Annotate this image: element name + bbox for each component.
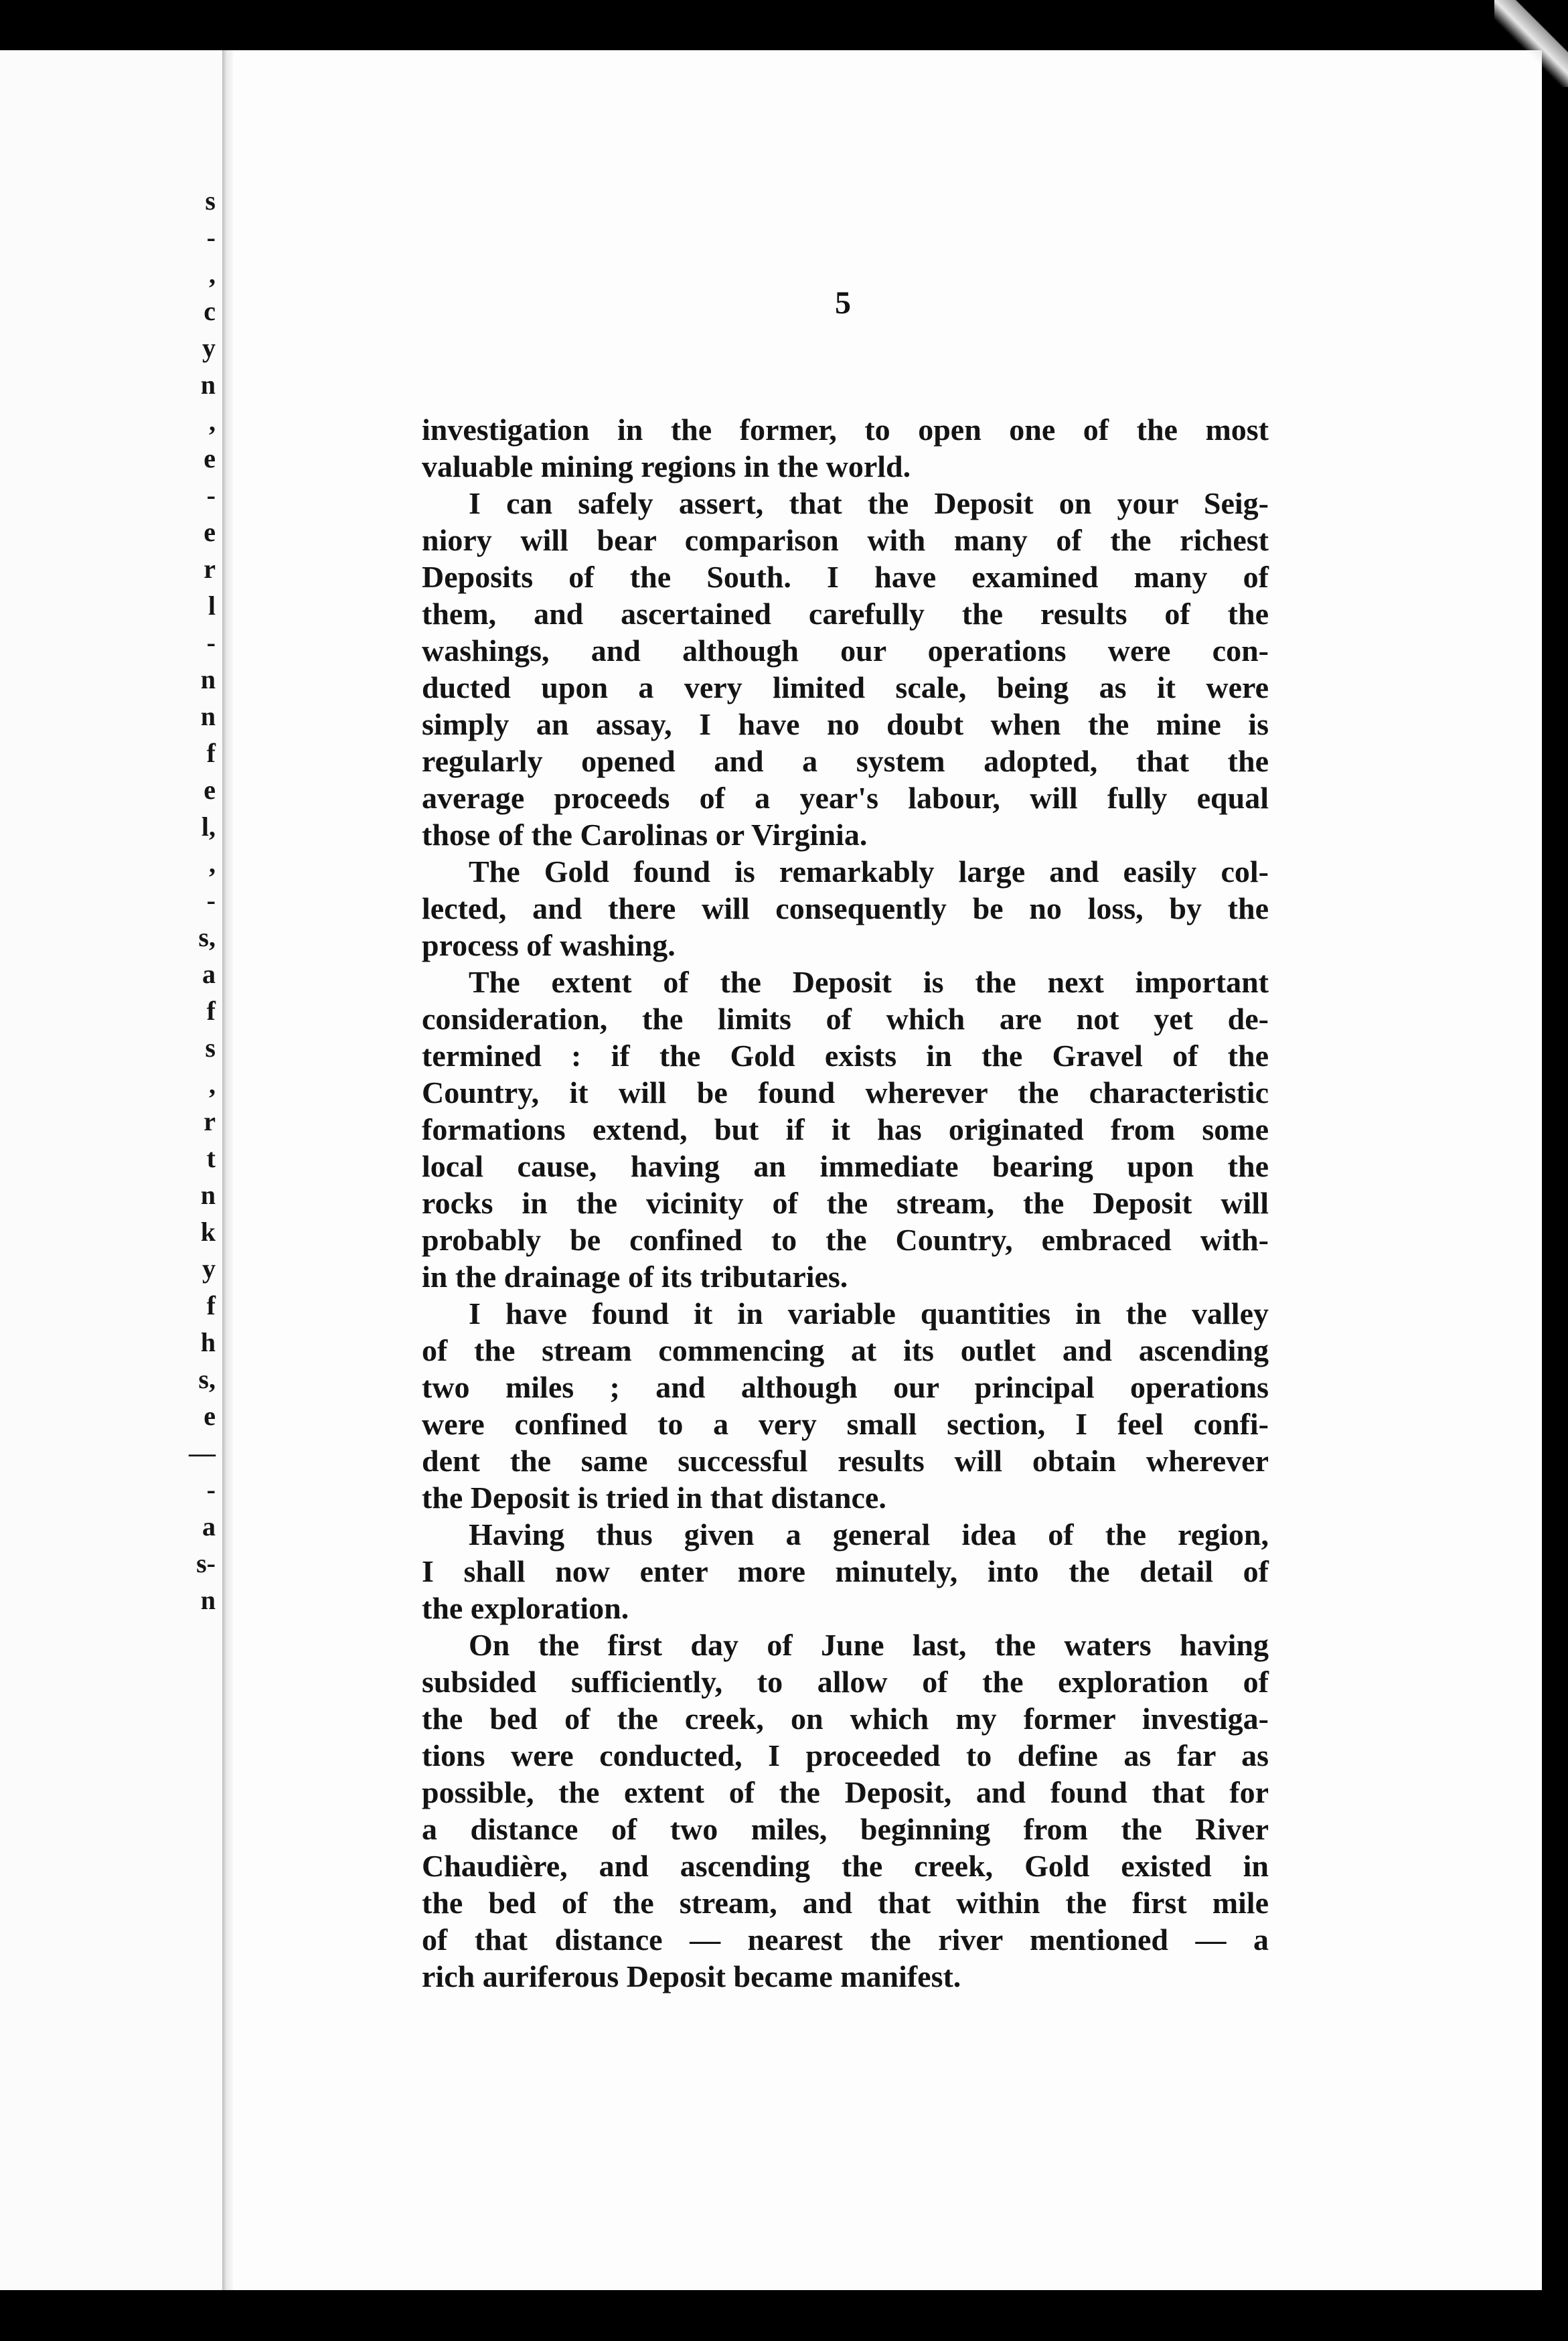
margin-fragment: , <box>209 848 216 879</box>
margin-fragment: e <box>204 517 216 547</box>
text-line: I have found it in variable quantities in the valley <box>469 1296 1269 1331</box>
margin-fragment: — <box>189 1438 216 1468</box>
margin-fragment: s <box>205 185 216 216</box>
margin-fragment: k <box>200 1217 216 1247</box>
margin-fragment: - <box>206 222 216 252</box>
margin-fragment: n <box>200 701 216 731</box>
margin-fragment: e <box>204 443 216 473</box>
margin-fragment: y <box>202 333 216 363</box>
margin-fragment: , <box>209 1069 216 1100</box>
margin-fragment: c <box>204 296 216 326</box>
text-line: probably be confined to the Country, embraced with- <box>422 1223 1269 1257</box>
margin-fragment: l, <box>201 812 216 842</box>
paragraph <box>422 1627 1269 1995</box>
margin-fragment: y <box>202 1254 216 1284</box>
text-line: I shall now enter more minutely, into the detail of <box>422 1554 1269 1588</box>
text-line: ducted upon a very limited scale, being as it were <box>422 670 1269 704</box>
text-line: consideration, the limits of which are not yet de- <box>422 1002 1269 1036</box>
text-line: were confined to a very small section, I feel confi- <box>422 1407 1269 1441</box>
text-line: subsided sufficiently, to allow of the exploration of <box>422 1665 1269 1699</box>
text-line: rich auriferous Deposit became manifest. <box>422 1959 961 1993</box>
text-line: investigation in the former, to open one of the most <box>422 412 1269 447</box>
margin-fragment: - <box>206 480 216 510</box>
margin-fragment: n <box>200 664 216 694</box>
margin-fragment: n <box>200 1585 216 1615</box>
margin-fragment: f <box>206 1290 216 1320</box>
margin-fragment: l <box>208 591 216 621</box>
text-line: Chaudière, and ascending the creek, Gold existed in <box>422 1849 1269 1883</box>
text-line: the bed of the creek, on which my former investiga- <box>422 1702 1269 1736</box>
text-line: valuable mining regions in the world. <box>422 449 911 483</box>
folded-page-corner <box>1494 0 1568 87</box>
page-number: 5 <box>835 285 851 321</box>
text-line: dent the same successful results will obtain wherever <box>422 1444 1269 1478</box>
paragraph <box>422 964 1269 1295</box>
margin-fragment: e <box>204 1401 216 1431</box>
paragraph <box>422 485 1269 853</box>
text-line: of that distance — nearest the river mentioned — a <box>422 1922 1269 1957</box>
text-line: Having thus given a general idea of the region, <box>469 1517 1269 1552</box>
text-line: niory will bear comparison with many of the richest <box>422 523 1269 557</box>
margin-fragment: r <box>204 1106 216 1136</box>
margin-fragment: s- <box>196 1548 216 1578</box>
margin-fragment: a <box>202 959 216 989</box>
margin-fragment: t <box>206 1143 216 1173</box>
text-line: in the drainage of its tributaries. <box>422 1260 848 1294</box>
text-line: those of the Carolinas or Virginia. <box>422 818 868 852</box>
page-body-text <box>422 411 1269 1995</box>
margin-fragment: a <box>202 1511 216 1541</box>
paragraph <box>422 411 1269 485</box>
text-line: possible, the extent of the Deposit, and found that for <box>422 1775 1269 1809</box>
text-line: the exploration. <box>422 1591 629 1625</box>
margin-fragment: - <box>206 627 216 658</box>
text-line: local cause, having an immediate bearing upon the <box>422 1149 1269 1183</box>
margin-fragment: f <box>206 738 216 768</box>
text-line: formations extend, but if it has originated from some <box>422 1112 1269 1146</box>
text-line: washings, and although our operations were con- <box>422 633 1269 668</box>
text-line: them, and ascertained carefully the results of the <box>422 597 1269 631</box>
margin-fragment: - <box>206 885 216 915</box>
text-line: tions were conducted, I proceeded to define as far as <box>422 1738 1269 1772</box>
text-line: average proceeds of a year's labour, will fully equal <box>422 781 1269 815</box>
text-line: On the first day of June last, the waters having <box>469 1628 1269 1662</box>
text-line: The Gold found is remarkably large and easily col- <box>469 854 1269 889</box>
paragraph <box>422 853 1269 964</box>
margin-fragment: , <box>209 406 216 437</box>
margin-fragment: n <box>200 370 216 400</box>
text-line: Country, it will be found wherever the characteristic <box>422 1075 1269 1110</box>
left-page-cropped-text <box>0 50 222 2290</box>
text-line: Deposits of the South. I have examined many of <box>422 560 1269 594</box>
paragraph <box>422 1295 1269 1516</box>
text-line: I can safely assert, that the Deposit on your Seig- <box>469 486 1269 520</box>
margin-fragment: e <box>204 775 216 805</box>
text-line: process of washing. <box>422 928 676 962</box>
margin-fragment: f <box>206 996 216 1026</box>
margin-fragment: - <box>206 1475 216 1505</box>
margin-fragment: , <box>209 259 216 289</box>
text-line: rocks in the vicinity of the stream, the Deposit will <box>422 1186 1269 1220</box>
text-line: of the stream commencing at its outlet and ascending <box>422 1333 1269 1367</box>
margin-fragment: s, <box>198 922 216 952</box>
margin-fragment: h <box>200 1327 216 1357</box>
margin-fragment: r <box>204 554 216 584</box>
text-line: two miles ; and although our principal operations <box>422 1370 1269 1404</box>
text-line: regularly opened and a system adopted, that the <box>422 744 1269 778</box>
paragraph <box>422 1516 1269 1627</box>
margin-fragment: s, <box>198 1364 216 1394</box>
text-line: lected, and there will consequently be no loss, by the <box>422 891 1269 925</box>
text-line: a distance of two miles, beginning from the River <box>422 1812 1269 1846</box>
text-line: the bed of the stream, and that within the first mile <box>422 1886 1269 1920</box>
margin-fragment: s <box>205 1033 216 1063</box>
text-line: The extent of the Deposit is the next important <box>469 965 1269 999</box>
text-line: the Deposit is tried in that distance. <box>422 1481 886 1515</box>
text-line: termined : if the Gold exists in the Gravel of the <box>422 1039 1269 1073</box>
margin-fragment: n <box>200 1180 216 1210</box>
text-line: simply an assay, I have no doubt when the mine is <box>422 707 1269 741</box>
left-page-edge <box>0 50 222 2290</box>
book-gutter <box>222 50 233 2290</box>
